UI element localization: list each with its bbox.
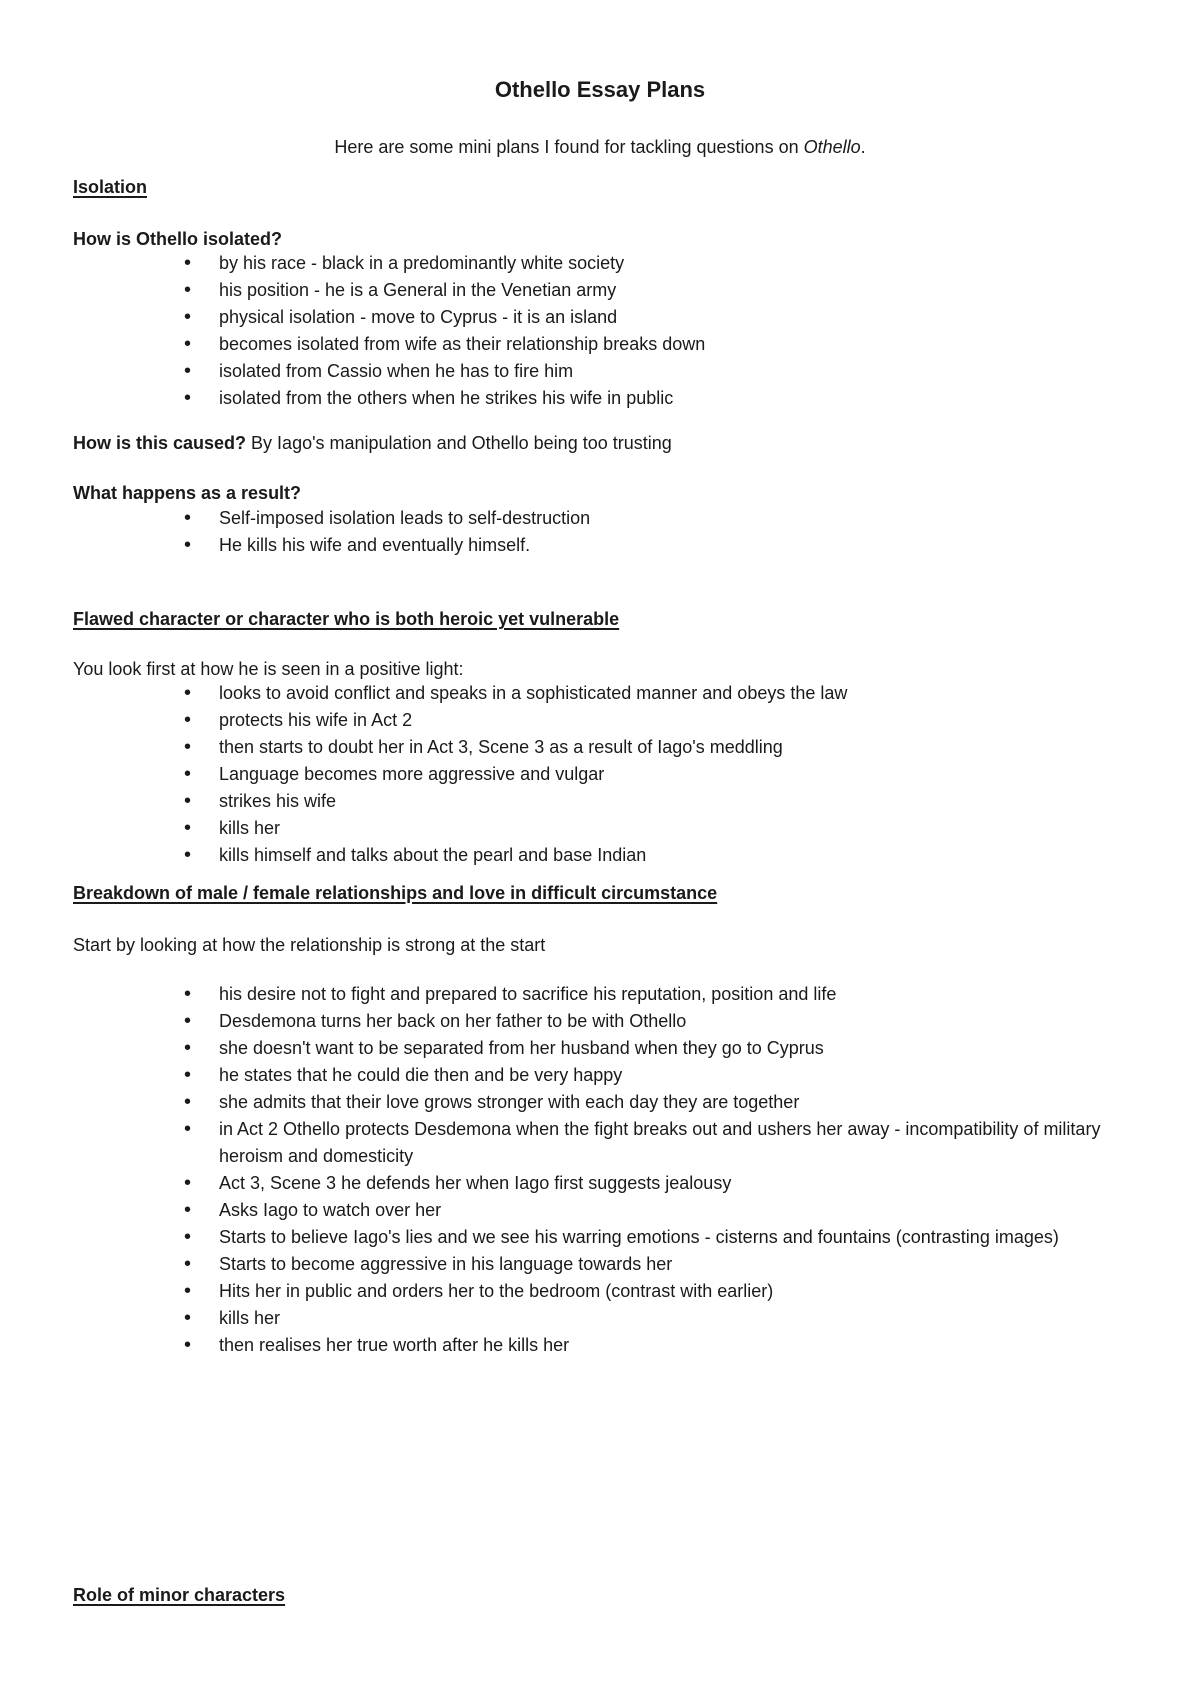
question-label: How is this caused? bbox=[73, 433, 247, 453]
list-item: • then realises her true worth after he kills her bbox=[0, 1332, 1149, 1359]
document-title: Othello Essay Plans bbox=[494, 77, 706, 102]
result-list bbox=[0, 505, 1200, 559]
list-item: • in Act 2 Othello protects Desdemona when the fight breaks out and ushers her away - incompatibility of military heroism and domesticity bbox=[0, 1116, 1149, 1170]
isolation-list bbox=[0, 250, 1200, 412]
list-item: • kills himself and talks about the pearl and base Indian bbox=[0, 842, 1149, 869]
intro-after: . bbox=[860, 137, 866, 157]
list-item: • by his race - black in a predominantly white society bbox=[0, 250, 1149, 277]
list-item: • Self-imposed isolation leads to self-destruction bbox=[0, 505, 1149, 532]
list-item: • Act 3, Scene 3 he defends her when Iago first suggests jealousy bbox=[0, 1170, 1149, 1197]
intro-italic: Othello bbox=[803, 137, 861, 157]
list-item: • Asks Iago to watch over her bbox=[0, 1197, 1149, 1224]
list-item: • He kills his wife and eventually himself. bbox=[0, 532, 1149, 559]
list-item: • isolated from Cassio when he has to fire him bbox=[0, 358, 1149, 385]
question-result: What happens as a result? bbox=[73, 483, 302, 503]
section-heading-flawed-character: Flawed character or character who is both heroic yet vulnerable bbox=[73, 609, 620, 629]
section-intro: Start by looking at how the relationship is strong at the start bbox=[73, 935, 546, 955]
list-item: • strikes his wife bbox=[0, 788, 1149, 815]
question-answer: By Iago's manipulation and Othello being too trusting bbox=[246, 433, 672, 453]
intro-text bbox=[0, 134, 1200, 160]
list-item: • Desdemona turns her back on her father to be with Othello bbox=[0, 1008, 1149, 1035]
list-item: • Language becomes more aggressive and vulgar bbox=[0, 761, 1149, 788]
list-item: • she doesn't want to be separated from her husband when they go to Cyprus bbox=[0, 1035, 1149, 1062]
list-item: • physical isolation - move to Cyprus - it is an island bbox=[0, 304, 1149, 331]
list-item: • Starts to become aggressive in his language towards her bbox=[0, 1251, 1149, 1278]
list-item: • Starts to believe Iago's lies and we see his warring emotions - cisterns and fountains (contrasting images) bbox=[0, 1224, 1149, 1251]
list-item: • his desire not to fight and prepared to sacrifice his reputation, position and life bbox=[0, 981, 1149, 1008]
list-item: • isolated from the others when he strikes his wife in public bbox=[0, 385, 1149, 412]
section-heading-minor-characters: Role of minor characters bbox=[73, 1585, 286, 1605]
section-heading-relationships: Breakdown of male / female relationships and love in difficult circumstance bbox=[73, 883, 718, 903]
intro-before: Here are some mini plans I found for tackling questions on bbox=[334, 137, 804, 157]
section-intro: You look first at how he is seen in a positive light: bbox=[73, 659, 464, 679]
list-item: • then starts to doubt her in Act 3, Scene 3 as a result of Iago's meddling bbox=[0, 734, 1149, 761]
flawed-character-list bbox=[0, 680, 1200, 869]
section-heading-isolation: Isolation bbox=[73, 177, 148, 197]
list-item: • protects his wife in Act 2 bbox=[0, 707, 1149, 734]
question-how-caused bbox=[73, 430, 1133, 456]
list-item: • his position - he is a General in the Venetian army bbox=[0, 277, 1149, 304]
relationships-list bbox=[0, 981, 1200, 1359]
list-item: • kills her bbox=[0, 815, 1149, 842]
list-item: • looks to avoid conflict and speaks in a sophisticated manner and obeys the law bbox=[0, 680, 1149, 707]
list-item: • Hits her in public and orders her to the bedroom (contrast with earlier) bbox=[0, 1278, 1149, 1305]
list-item: • kills her bbox=[0, 1305, 1149, 1332]
list-item: • he states that he could die then and be very happy bbox=[0, 1062, 1149, 1089]
list-item: • she admits that their love grows stronger with each day they are together bbox=[0, 1089, 1149, 1116]
question-how-isolated: How is Othello isolated? bbox=[73, 229, 283, 249]
list-item: • becomes isolated from wife as their relationship breaks down bbox=[0, 331, 1149, 358]
